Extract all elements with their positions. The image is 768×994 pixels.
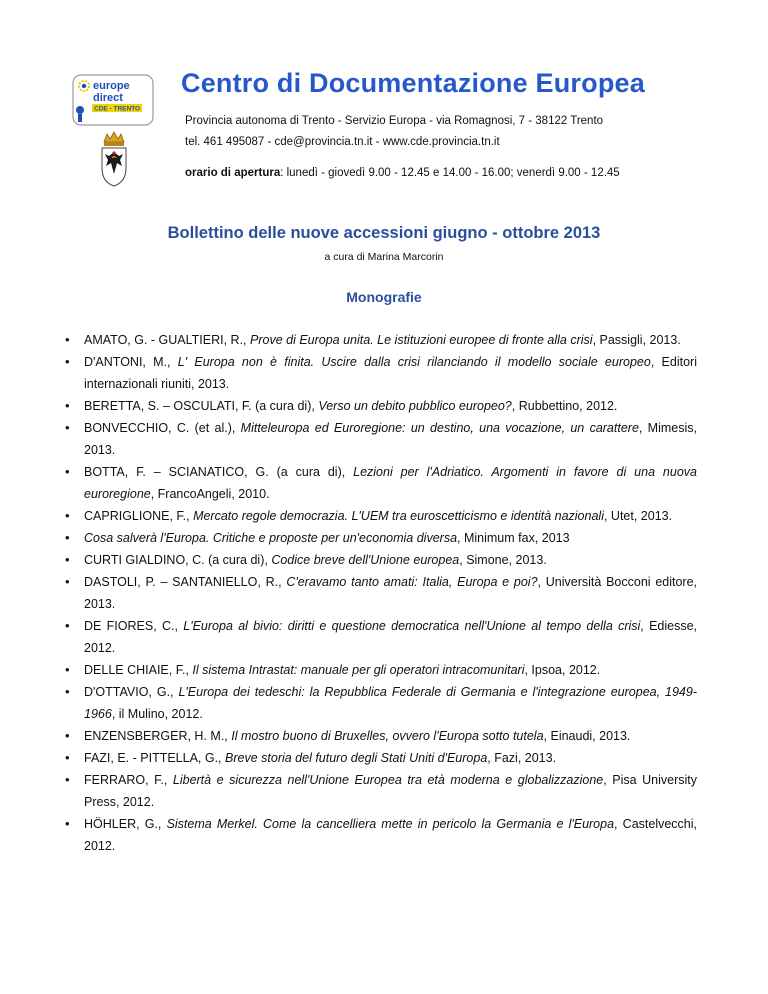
entry-publisher: , il Mulino, 2012.	[111, 707, 203, 721]
entry-author: AMATO, G. - GUALTIERI, R.,	[84, 333, 250, 347]
entry-author: D'ANTONI, M.,	[84, 355, 178, 369]
entry-author: HÖHLER, G.,	[84, 817, 167, 831]
entry-author: D'OTTAVIO, G.,	[84, 685, 179, 699]
list-item	[84, 769, 697, 813]
entry-author: FERRARO, F.,	[84, 773, 173, 787]
logo-text-cde: CDE - TRENTO	[94, 105, 141, 113]
entry-title: Verso un debito pubblico europeo?	[318, 399, 512, 413]
entry-author: BONVECCHIO, C. (et al.),	[84, 421, 241, 435]
entry-publisher: , Castelvecchi, 2012.	[84, 817, 698, 853]
list-item	[84, 351, 697, 395]
list-item	[84, 725, 697, 747]
entry-title: Mercato regole democrazia. L'UEM tra euroscetticismo e identità nazionali	[193, 509, 604, 523]
logo-text-europe: europe	[93, 80, 130, 92]
entry-title: Prove di Europa unita. Le istituzioni europee di fronte alla crisi	[250, 333, 593, 347]
entry-author: ENZENSBERGER, H. M.,	[84, 729, 232, 743]
entry-publisher: , Ipsoa, 2012.	[524, 663, 601, 677]
list-item	[84, 461, 697, 505]
contacts-line: tel. 461 495087 - cde@provincia.tn.it - www.cde.provincia.tn.it	[185, 136, 500, 148]
list-item	[84, 417, 697, 461]
entry-title: Libertà e sicurezza nell'Unione Europea tra età moderna e globalizzazione	[172, 773, 604, 787]
bulletin-title: Bollettino delle nuove accessioni giugno - ottobre 2013	[167, 224, 601, 242]
europe-direct-logo	[72, 74, 154, 126]
list-item	[84, 615, 697, 659]
list-item	[84, 395, 697, 417]
address-line: Provincia autonoma di Trento - Servizio Europa - via Romagnosi, 7 - 38122 Trento	[185, 115, 604, 127]
entry-author: BOTTA, F. – SCIANATICO, G. (a cura di),	[84, 465, 354, 479]
entry-publisher: , FrancoAngeli, 2010.	[150, 487, 270, 501]
coat-of-arms-icon	[100, 130, 128, 188]
entry-title: L' Europa non è finita. Uscire dalla crisi rilanciando il modello sociale europeo	[177, 355, 651, 369]
entry-author: DE FIORES, C.,	[84, 619, 184, 633]
entry-title: L'Europa al bivio: diritti e questione democratica nell'Unione al tempo della crisi	[183, 619, 641, 633]
list-item	[84, 747, 697, 769]
entry-title: Breve storia del futuro degli Stati Uniti d'Europa	[225, 751, 488, 765]
entry-title: L'Europa dei tedeschi: la Repubblica Federale di Germania e l'integrazione europea, 1949-1966	[84, 685, 697, 721]
center-title: Centro di Documentazione Europea	[181, 68, 645, 98]
entry-author: FAZI, E. - PITTELLA, G.,	[84, 751, 226, 765]
entry-publisher: , Fazi, 2013.	[487, 751, 557, 765]
entry-publisher: , Einaudi, 2013.	[543, 729, 631, 743]
entry-title: Cosa salverà l'Europa. Critiche e proposte per un'economia diversa	[84, 531, 458, 545]
list-item	[84, 681, 697, 725]
entry-publisher: , Minimum fax, 2013	[457, 531, 570, 545]
entry-title: Il sistema Intrastat: manuale per gli operatori intracomunitari	[192, 663, 525, 677]
entry-publisher: , Ediesse, 2012.	[84, 619, 698, 655]
monograph-list	[84, 329, 697, 857]
entry-title: C'eravamo tanto amati: Italia, Europa e poi?	[286, 575, 538, 589]
list-item	[84, 527, 697, 549]
entry-title: Mitteleuropa ed Euroregione: un destino, una vocazione, un carattere	[240, 421, 639, 435]
list-item	[84, 329, 697, 351]
entry-title: Sistema Merkel. Come la cancelliera mette in pericolo la Germania e l'Europa	[166, 817, 615, 831]
entry-publisher: , Università Bocconi editore, 2013.	[84, 575, 698, 611]
entry-publisher: , Pisa University Press, 2012.	[84, 773, 698, 809]
list-item	[84, 505, 697, 527]
entry-author: CAPRIGLIONE, F.,	[84, 509, 194, 523]
list-item	[84, 549, 697, 571]
entry-publisher: , Passigli, 2013.	[592, 333, 681, 347]
entry-title: Codice breve dell'Unione europea	[271, 553, 460, 567]
entry-author: BERETTA, S. – OSCULATI, F. (a cura di),	[84, 399, 319, 413]
entry-title: Lezioni per l'Adriatico. Argomenti in favore di una nuova euroregione	[84, 465, 697, 501]
list-item	[84, 813, 697, 857]
entry-author: DELLE CHIAIE, F.,	[84, 663, 193, 677]
opening-hours	[185, 167, 620, 179]
entry-publisher: , Editori internazionali riuniti, 2013.	[84, 355, 697, 391]
entry-publisher: , Simone, 2013.	[459, 553, 547, 567]
opening-hours-text: : lunedì - giovedì 9.00 - 12.45 e 14.00 - 16.00; venerdì 9.00 - 12.45	[280, 167, 620, 179]
entry-author: DASTOLI, P. – SANTANIELLO, R.,	[84, 575, 287, 589]
logo-text-direct: direct	[93, 92, 123, 104]
section-title: Monografie	[346, 289, 422, 305]
entry-title: Il mostro buono di Bruxelles, ovvero l'Europa sotto tutela	[231, 729, 544, 743]
entry-publisher: , Mimesis, 2013.	[84, 421, 697, 457]
entry-publisher: , Rubbettino, 2012.	[511, 399, 618, 413]
entry-publisher: , Utet, 2013.	[603, 509, 673, 523]
opening-hours-label: orario di apertura	[185, 167, 281, 179]
list-item	[84, 571, 697, 615]
editor-credit: a cura di Marina Marcorin	[324, 251, 444, 263]
entry-author: CURTI GIALDINO, C. (a cura di),	[84, 553, 272, 567]
list-item	[84, 659, 697, 681]
